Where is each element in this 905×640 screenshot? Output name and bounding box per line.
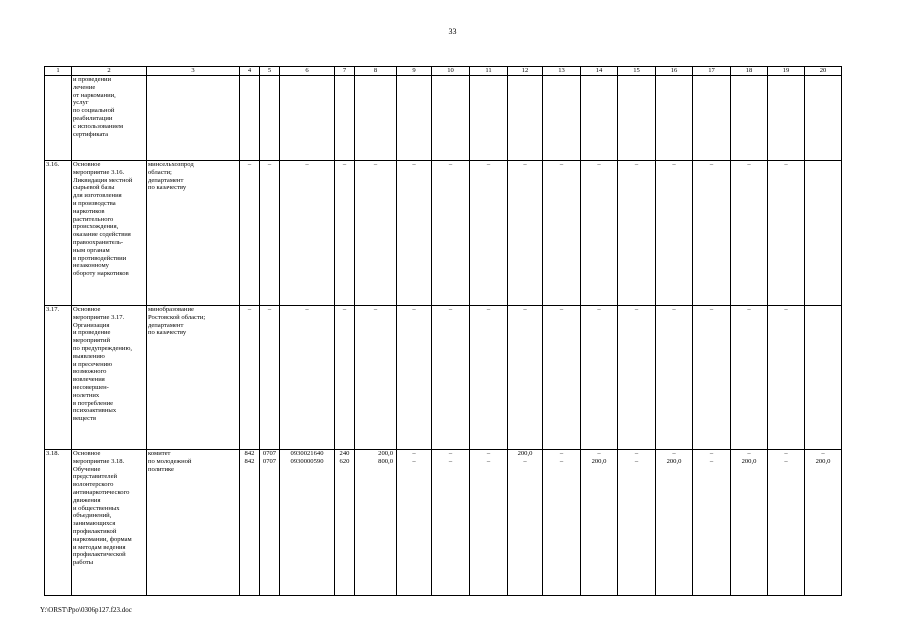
value-cell: 200,0 800,0: [355, 450, 397, 596]
value-cell: 200,0 –: [508, 450, 543, 596]
section-code-cell: [260, 76, 280, 161]
grbs-code-cell: [240, 76, 260, 161]
program-table: [44, 66, 842, 596]
header-row: [45, 67, 842, 76]
file-path-footer: Y:\ORST\Ppo\0306p127.f23.doc: [40, 606, 132, 614]
value-cell: –: [355, 306, 397, 450]
value-cell: [768, 76, 805, 161]
value-cell: – –: [470, 450, 508, 596]
target-article-cell: –: [280, 306, 335, 450]
section-code-cell: –: [260, 306, 280, 450]
header-cell: 8: [355, 67, 397, 76]
row-number-cell: 3.17.: [45, 306, 72, 450]
section-code-cell: –: [260, 161, 280, 306]
target-article-cell: [280, 76, 335, 161]
header-cell: 12: [508, 67, 543, 76]
activity-name-cell: Основное мероприятие 3.17. Организация и проведение мероприятий по предупреждению, выявлению и пресечению возможного вовлечения несовершен- нолетних в потребление психоактивных веществ: [72, 306, 147, 450]
header-cell: 19: [768, 67, 805, 76]
page-number: 33: [448, 27, 457, 36]
value-cell: –: [581, 306, 618, 450]
value-cell: –: [768, 161, 805, 306]
value-cell: – –: [432, 450, 470, 596]
value-cell: – –: [768, 450, 805, 596]
grbs-code-cell: –: [240, 306, 260, 450]
target-article-cell: 0930021640 0930000590: [280, 450, 335, 596]
value-cell: –: [355, 161, 397, 306]
expense-type-cell: 240 620: [335, 450, 355, 596]
value-cell: –: [543, 161, 581, 306]
executor-cell: минобразование Ростовской области; департамент по казачеству: [147, 306, 240, 450]
header-cell: 14: [581, 67, 618, 76]
row-number-cell: [45, 76, 72, 161]
value-cell: [397, 76, 432, 161]
value-cell: [581, 76, 618, 161]
target-article-cell: –: [280, 161, 335, 306]
header-cell: 20: [805, 67, 842, 76]
value-cell: –: [397, 161, 432, 306]
header-cell: 18: [731, 67, 768, 76]
value-cell: –: [397, 306, 432, 450]
value-cell: [508, 76, 543, 161]
expense-type-cell: –: [335, 161, 355, 306]
grbs-code-cell: –: [240, 161, 260, 306]
value-cell: –: [470, 161, 508, 306]
value-cell: – 200,0: [656, 450, 693, 596]
value-cell: –: [581, 161, 618, 306]
section-code-cell: 0707 0707: [260, 450, 280, 596]
value-cell: –: [508, 161, 543, 306]
value-cell: – 200,0: [731, 450, 768, 596]
header-cell: 9: [397, 67, 432, 76]
value-cell: [805, 76, 842, 161]
grbs-code-cell: 842 842: [240, 450, 260, 596]
table-row: [45, 306, 842, 450]
activity-name-cell: Основное мероприятие 3.16. Ликвидация местной сырьевой базы для изготовления и производства наркотиков растительного происхождения, оказание содействия правоохранитель- ным органам в противодействии незаконному обороту наркотиков: [72, 161, 147, 306]
header-cell: 1: [45, 67, 72, 76]
expense-type-cell: –: [335, 306, 355, 450]
value-cell: –: [768, 306, 805, 450]
activity-name-cell: и проведении лечение от наркомании, услуг по социальной реабилитации с использованием сертификата: [72, 76, 147, 161]
header-cell: 15: [618, 67, 656, 76]
header-cell: 3: [147, 67, 240, 76]
value-cell: –: [470, 306, 508, 450]
header-cell: 4: [240, 67, 260, 76]
value-cell: [355, 76, 397, 161]
header-cell: 6: [280, 67, 335, 76]
value-cell: – –: [618, 450, 656, 596]
value-cell: –: [693, 161, 731, 306]
executor-cell: [147, 76, 240, 161]
value-cell: [731, 76, 768, 161]
row-number-cell: 3.16.: [45, 161, 72, 306]
executor-cell: комитет по молодежной политике: [147, 450, 240, 596]
executor-cell: минсельхозпрод области; департамент по казачеству: [147, 161, 240, 306]
value-cell: –: [693, 306, 731, 450]
value-cell: [656, 76, 693, 161]
value-cell: – 200,0: [581, 450, 618, 596]
value-cell: –: [731, 306, 768, 450]
header-cell: 13: [543, 67, 581, 76]
value-cell: –: [508, 306, 543, 450]
header-cell: 10: [432, 67, 470, 76]
header-cell: 11: [470, 67, 508, 76]
header-cell: 7: [335, 67, 355, 76]
value-cell: –: [656, 306, 693, 450]
header-cell: 2: [72, 67, 147, 76]
header-cell: 16: [656, 67, 693, 76]
value-cell: – –: [693, 450, 731, 596]
value-cell: –: [618, 161, 656, 306]
value-cell: –: [432, 161, 470, 306]
header-cell: 5: [260, 67, 280, 76]
value-cell: –: [618, 306, 656, 450]
table-row: [45, 161, 842, 306]
value-cell: –: [731, 161, 768, 306]
table-row: [45, 450, 842, 596]
value-cell: [432, 76, 470, 161]
expense-type-cell: [335, 76, 355, 161]
header-cell: 17: [693, 67, 731, 76]
value-cell: –: [656, 161, 693, 306]
value-cell: [693, 76, 731, 161]
table-row: [45, 76, 842, 161]
value-cell: [470, 76, 508, 161]
value-cell: [618, 76, 656, 161]
value-cell: [805, 161, 842, 306]
value-cell: –: [543, 306, 581, 450]
row-number-cell: 3.18.: [45, 450, 72, 596]
activity-name-cell: Основное мероприятие 3.18. Обучение представителей волонтерского антинаркотического движения и общественных объединений, занимающихся профилактикой наркомании, формам и методам ведения профилактической работы: [72, 450, 147, 596]
value-cell: – –: [397, 450, 432, 596]
value-cell: –: [432, 306, 470, 450]
value-cell: – –: [543, 450, 581, 596]
value-cell: [543, 76, 581, 161]
value-cell: [805, 306, 842, 450]
value-cell: – 200,0: [805, 450, 842, 596]
